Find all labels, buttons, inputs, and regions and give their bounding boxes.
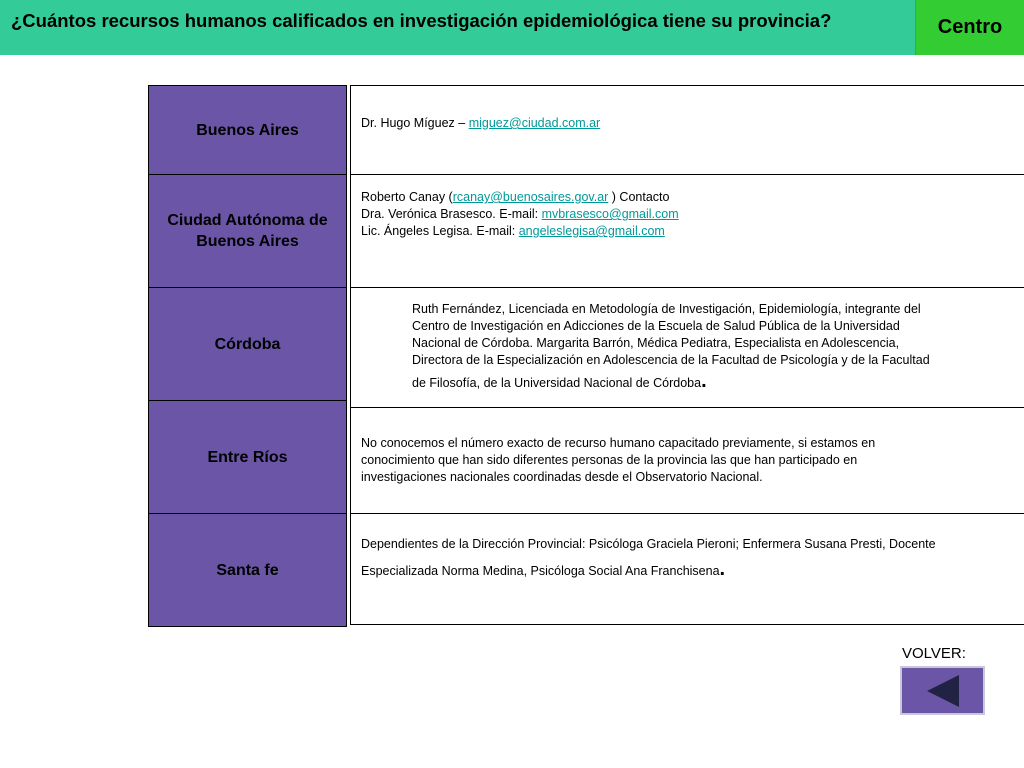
- province-cell-cordoba: [148, 287, 347, 401]
- contact-line: [361, 223, 679, 240]
- description-period: .: [701, 370, 707, 392]
- email-link[interactable]: angeleslegisa@gmail.com: [518, 224, 665, 238]
- description-line: Directora de la Especialización en Adolescencia de la Facultad de Psicología y de la Facultad: [412, 353, 930, 367]
- contact-text: Dr. Hugo Míguez –: [361, 116, 469, 130]
- region-label: Centro: [916, 0, 1024, 55]
- province-label-line: Ciudad Autónoma de: [167, 212, 328, 229]
- contact-text: Lic. Ángeles Legisa. E-mail:: [361, 224, 519, 238]
- contact-text: Dra. Verónica Brasesco. E-mail:: [361, 207, 542, 221]
- description-line: [361, 558, 936, 580]
- info-cell-buenos-aires: [350, 85, 1024, 175]
- email-link[interactable]: mvbrasesco@gmail.com: [541, 207, 679, 221]
- back-button[interactable]: [900, 666, 985, 715]
- description-block: [361, 536, 936, 580]
- description-line: Centro de Investigación en Adicciones de la Escuela de Salud Pública de la Universidad: [412, 319, 900, 333]
- province-label: [167, 210, 327, 252]
- contact-text: Roberto Canay (: [361, 190, 453, 204]
- header-bar: [0, 0, 1024, 55]
- contact-block: [361, 189, 679, 240]
- province-label: Entre Ríos: [207, 448, 288, 466]
- description-line: conocimiento que han sido diferentes personas de la provincia las que han participado en: [361, 453, 858, 467]
- description-line: Nacional de Córdoba. Margarita Barrón, Médica Pediatra, Especialista en Adolescencia,: [412, 336, 900, 350]
- email-link[interactable]: miguez@ciudad.com.ar: [468, 116, 601, 130]
- info-cell-caba: [350, 174, 1024, 288]
- province-label-line: Buenos Aires: [196, 233, 299, 250]
- description-block: [412, 301, 930, 392]
- province-label: Córdoba: [214, 335, 281, 353]
- contact-line: [361, 206, 679, 223]
- description-block: [361, 435, 875, 486]
- contact-text: ) Contacto: [608, 190, 670, 204]
- province-label: Santa fe: [216, 561, 279, 579]
- info-cell-cordoba: [350, 287, 1024, 408]
- description-line: Dependientes de la Dirección Provincial: Psicóloga Graciela Pieroni; Enfermera Susana Presti, Docente: [361, 537, 936, 551]
- description-line: [412, 370, 930, 392]
- description-period: .: [719, 558, 726, 580]
- description-line: No conocemos el número exacto de recurso humano capacitado previamente, si estamos en: [361, 436, 876, 450]
- description-line: investigaciones nacionales coordinadas desde el Observatorio Nacional.: [361, 470, 763, 484]
- contact-line: [361, 115, 600, 132]
- back-label: VOLVER:: [902, 645, 966, 662]
- province-cell-santa-fe: [148, 513, 347, 627]
- province-label: Buenos Aires: [196, 121, 299, 139]
- triangle-left-icon: [923, 673, 963, 709]
- info-cell-santa-fe: [350, 513, 1024, 625]
- info-cell-entre-rios: [350, 407, 1024, 514]
- description-text: Especializada Norma Medina, Psicóloga Social Ana Franchisena: [361, 564, 720, 578]
- description-line: Ruth Fernández, Licenciada en Metodología de Investigación, Epidemiología, integrante del: [412, 302, 921, 316]
- province-cell-caba: [148, 174, 347, 288]
- page-title: ¿Cuántos recursos humanos calificados en investigación epidemiológica tiene su provincia?: [11, 10, 832, 31]
- province-cell-buenos-aires: [148, 85, 347, 175]
- province-cell-entre-rios: [148, 400, 347, 514]
- description-text: de Filosofía, de la Universidad Nacional de Córdoba: [412, 376, 702, 390]
- email-link[interactable]: rcanay@buenosaires.gov.ar: [452, 190, 609, 204]
- contact-line: [361, 189, 679, 206]
